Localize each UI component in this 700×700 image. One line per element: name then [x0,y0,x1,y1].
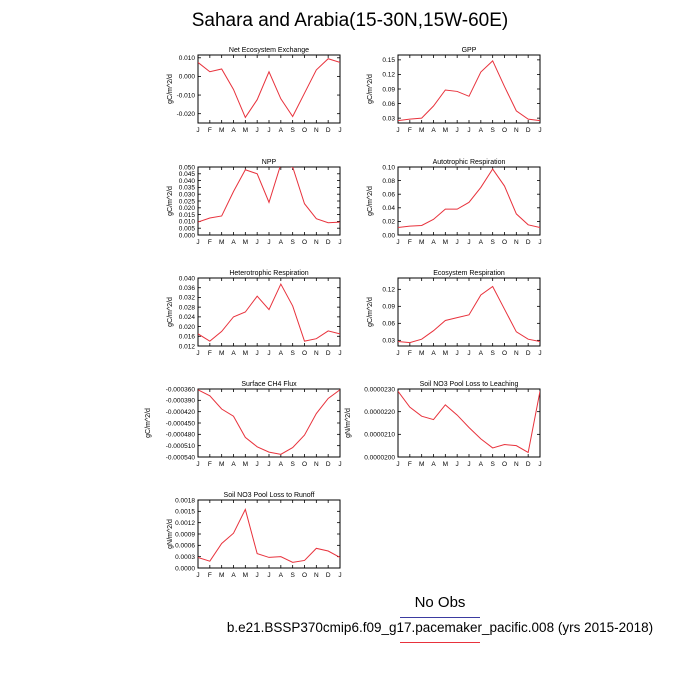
x-tick-label: F [207,239,212,246]
x-tick-label: A [278,461,284,468]
x-tick-label: J [455,127,459,134]
x-tick-label: F [407,239,412,246]
x-tick-label: O [501,350,508,357]
x-tick-label: S [490,127,495,134]
y-axis-label: gC/m^2/d [145,408,152,438]
y-tick-label: 0.06 [382,191,395,199]
panel-title: GPP [461,47,477,54]
y-tick-label: 0.0000 [175,565,195,573]
x-tick-label: M [242,572,249,579]
chart-panel-0 [167,47,342,134]
y-tick-label: 0.040 [178,275,195,283]
series-line [198,390,340,455]
panel-title: Soil NO3 Pool Loss to Runoff [223,492,315,499]
y-axis-label: gC/m^2/d [367,74,374,104]
panel-title: Autotrophic Respiration [432,159,506,166]
x-tick-label: J [467,461,471,468]
y-tick-label: -0.000480 [165,431,195,439]
x-tick-label: J [196,127,200,134]
y-tick-label: 0.000 [178,73,195,81]
series-line [198,164,340,222]
y-tick-label: 0.040 [178,177,195,185]
y-axis-label: gC/m^2/d [367,186,374,216]
y-tick-label: 0.025 [178,198,195,206]
y-tick-label: 0.032 [178,294,195,302]
x-tick-label: S [490,461,495,468]
x-tick-label: D [325,461,331,468]
x-tick-label: O [301,350,308,357]
x-tick-label: D [525,350,531,357]
x-tick-label: M [242,127,249,134]
x-tick-label: A [478,239,484,246]
x-tick-label: J [338,461,342,468]
plot-frame [398,278,540,346]
x-tick-label: M [218,572,225,579]
x-tick-label: D [525,127,531,134]
x-tick-label: F [207,127,212,134]
x-tick-label: J [538,127,542,134]
x-tick-label: A [278,350,284,357]
x-tick-label: M [242,350,249,357]
y-tick-label: 0.0006 [175,542,195,550]
y-tick-label: 0.02 [382,218,395,226]
y-tick-label: 0.0009 [175,531,195,539]
x-tick-label: A [431,239,436,246]
x-tick-label: N [313,127,319,134]
y-tick-label: 0.015 [178,211,195,219]
x-tick-label: J [396,350,400,357]
x-tick-label: O [301,572,308,579]
y-tick-label: -0.020 [176,110,195,118]
x-tick-label: F [207,461,212,468]
series-line [398,169,540,227]
x-tick-label: M [218,461,225,468]
x-tick-label: N [313,572,319,579]
x-tick-label: J [196,572,200,579]
y-tick-label: 0.016 [178,333,195,341]
chart-panel-4 [167,270,342,357]
series-line [198,284,340,341]
plot-frame [198,389,340,457]
legend-label-model: b.e21.BSSP370cmip6.f09_g17.pacemaker_pacific.008 (yrs 2015-2018) [226,620,654,635]
x-tick-label: A [431,350,436,357]
x-tick-label: S [490,239,495,246]
y-tick-label: 0.12 [382,286,395,294]
x-tick-label: S [290,350,295,357]
x-tick-label: M [242,461,249,468]
y-tick-label: -0.000420 [165,408,195,416]
x-tick-label: J [455,461,459,468]
x-tick-label: J [196,350,200,357]
x-tick-label: A [231,239,236,246]
series-line [398,391,540,452]
x-tick-label: J [338,239,342,246]
x-tick-label: J [255,572,259,579]
y-tick-label: 0.03 [382,115,395,123]
x-tick-label: J [338,350,342,357]
y-tick-label: 0.0000220 [364,408,395,416]
x-tick-label: M [242,239,249,246]
y-tick-label: 0.010 [178,55,195,63]
x-tick-label: M [218,127,225,134]
x-tick-label: A [478,461,484,468]
legend-line-model [400,642,480,643]
x-tick-label: S [290,461,295,468]
x-tick-label: D [325,350,331,357]
legend-line-obs [400,617,480,618]
x-tick-label: J [538,350,542,357]
x-tick-label: N [513,239,519,246]
x-tick-label: J [267,127,271,134]
x-tick-label: A [478,127,484,134]
x-tick-label: J [396,461,400,468]
y-tick-label: 0.050 [178,164,195,172]
y-tick-label: 0.012 [178,343,195,351]
y-tick-label: -0.000450 [165,420,195,428]
y-axis-label: gN/m^2/d [345,408,352,438]
y-axis-label: gC/m^2/d [167,74,174,104]
x-tick-label: D [525,461,531,468]
x-tick-label: J [538,461,542,468]
y-tick-label: 0.10 [382,164,395,172]
y-tick-label: 0.04 [382,205,395,213]
y-tick-label: 0.0000200 [364,454,395,462]
x-tick-label: A [231,350,236,357]
x-tick-label: O [501,127,508,134]
x-tick-label: N [513,461,519,468]
panel-title: NPP [261,159,277,166]
y-tick-label: 0.000 [178,232,195,240]
plot-frame [198,278,340,346]
y-tick-label: -0.000390 [165,397,195,405]
x-tick-label: O [301,239,308,246]
x-tick-label: A [431,461,436,468]
series-line [198,509,340,562]
x-tick-label: J [267,461,271,468]
series-line [398,61,540,121]
x-tick-label: J [255,350,259,357]
y-axis-label: gC/m^2/d [367,297,374,327]
y-tick-label: -0.000540 [165,454,195,462]
x-tick-label: F [207,350,212,357]
chart-panel-2 [167,159,342,246]
x-tick-label: M [418,239,425,246]
x-tick-label: D [325,572,331,579]
x-tick-label: M [418,461,425,468]
y-tick-label: 0.06 [382,100,395,108]
x-tick-label: F [407,127,412,134]
series-line [398,287,540,343]
y-axis-label: gC/m^2/d [167,186,174,216]
x-tick-label: J [255,239,259,246]
y-tick-label: 0.00 [382,232,395,240]
chart-panel-7 [345,381,542,468]
x-tick-label: M [442,239,449,246]
x-tick-label: M [218,239,225,246]
x-tick-label: N [313,350,319,357]
y-tick-label: 0.035 [178,184,195,192]
x-tick-label: M [418,127,425,134]
x-tick-label: A [278,127,284,134]
y-tick-label: 0.0015 [175,508,195,516]
y-tick-label: 0.0000230 [364,386,395,394]
x-tick-label: N [313,239,319,246]
panel-title: Heterotrophic Respiration [229,270,309,277]
y-tick-label: 0.020 [178,323,195,331]
y-tick-label: 0.005 [178,225,195,233]
panel-title: Soil NO3 Pool Loss to Leaching [419,381,519,388]
x-tick-label: J [338,572,342,579]
x-tick-label: J [196,461,200,468]
chart-panel-1 [367,47,542,134]
x-tick-label: O [501,461,508,468]
chart-panel-6 [145,381,342,468]
chart-panel-8 [167,492,342,579]
y-axis-label: gC/m^2/d [167,297,174,327]
x-tick-label: J [255,461,259,468]
plot-frame [398,167,540,235]
x-tick-label: J [467,350,471,357]
y-tick-label: 0.0018 [175,497,195,505]
x-tick-label: J [467,127,471,134]
x-tick-label: M [442,127,449,134]
x-tick-label: S [490,350,495,357]
x-tick-label: F [207,572,212,579]
x-tick-label: J [455,350,459,357]
x-tick-label: J [396,239,400,246]
x-tick-label: M [218,350,225,357]
y-tick-label: -0.000360 [165,386,195,394]
y-tick-label: 0.15 [382,57,395,65]
x-tick-label: S [290,239,295,246]
x-tick-label: O [301,461,308,468]
x-tick-label: M [418,350,425,357]
x-tick-label: D [325,127,331,134]
x-tick-label: J [255,127,259,134]
y-tick-label: 0.010 [178,218,195,226]
y-tick-label: -0.000510 [165,442,195,450]
x-tick-label: D [525,239,531,246]
y-tick-label: 0.12 [382,71,395,79]
x-tick-label: J [455,239,459,246]
x-tick-label: A [278,572,284,579]
x-tick-label: A [231,127,236,134]
x-tick-label: A [231,461,236,468]
x-tick-label: F [407,461,412,468]
y-tick-label: 0.036 [178,285,195,293]
y-tick-label: 0.09 [382,86,395,94]
panel-title: Surface CH4 Flux [241,381,297,388]
y-tick-label: 0.08 [382,177,395,185]
x-tick-label: J [396,127,400,134]
x-tick-label: D [325,239,331,246]
panel-title: Net Ecosystem Exchange [228,47,310,54]
page-title: Sahara and Arabia(15-30N,15W-60E) [191,10,509,31]
x-tick-label: J [267,350,271,357]
y-tick-label: 0.045 [178,171,195,179]
x-tick-label: O [501,239,508,246]
x-tick-label: M [442,461,449,468]
series-line [198,59,340,118]
y-tick-label: 0.0003 [175,553,195,561]
y-tick-label: 0.028 [178,304,195,312]
x-tick-label: J [338,127,342,134]
x-tick-label: S [290,127,295,134]
x-tick-label: A [231,572,236,579]
y-tick-label: 0.06 [382,320,395,328]
y-tick-label: 0.09 [382,303,395,311]
x-tick-label: J [267,572,271,579]
x-tick-label: A [478,350,484,357]
plot-frame [198,55,340,123]
y-tick-label: 0.020 [178,205,195,213]
x-tick-label: M [442,350,449,357]
y-tick-label: -0.010 [176,92,195,100]
panel-title: Ecosystem Respiration [433,270,505,277]
y-axis-label: gN/m^2/d [167,519,174,549]
x-tick-label: A [278,239,284,246]
y-tick-label: 0.024 [178,314,195,322]
x-tick-label: J [467,239,471,246]
x-tick-label: J [267,239,271,246]
x-tick-label: N [513,350,519,357]
chart-panel-3 [367,159,542,246]
legend-label-obs: No Obs [414,594,466,611]
x-tick-label: J [196,239,200,246]
x-tick-label: A [431,127,436,134]
x-tick-label: J [538,239,542,246]
y-tick-label: 0.030 [178,191,195,199]
x-tick-label: F [407,350,412,357]
x-tick-label: S [290,572,295,579]
y-tick-label: 0.0012 [175,519,195,527]
chart-panel-5 [367,270,542,357]
x-tick-label: N [313,461,319,468]
y-tick-label: 0.0000210 [364,431,395,439]
x-tick-label: N [513,127,519,134]
y-tick-label: 0.03 [382,337,395,345]
x-tick-label: O [301,127,308,134]
